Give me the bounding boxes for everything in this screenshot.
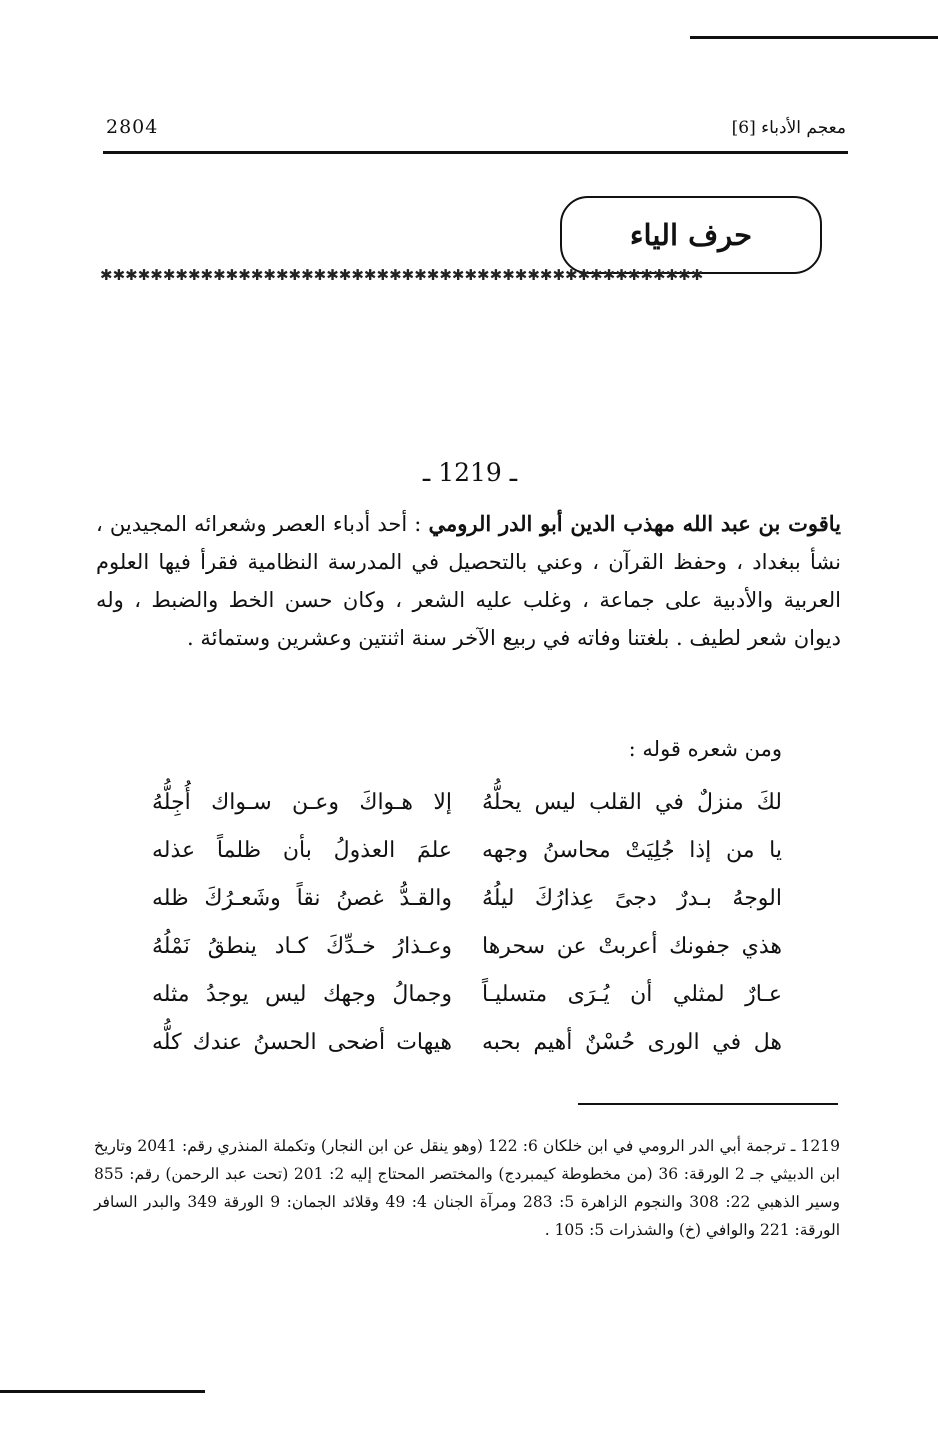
verse — [100, 934, 840, 982]
verse — [100, 1030, 840, 1078]
verse-second-hemistich: والقـدُّ غصنُ نقاً وشَعـرُكَ ظله — [152, 886, 452, 911]
verse-first-hemistich: عـارٌ لمثلي أن يُـرَى متسليـاً — [482, 982, 782, 1007]
chapter-title-frame — [560, 196, 822, 274]
entry-number: ـ 1219 ـ — [422, 458, 518, 487]
verse — [100, 838, 840, 886]
verse-first-hemistich: هل في الورى حُسْنٌ أهيم بحبه — [482, 1030, 782, 1055]
verse-second-hemistich: هيهات أضحى الحسنُ عندك كلُّه — [152, 1030, 452, 1055]
verse-first-hemistich: يا من إذا جُلِيَتْ محاسنُ وجهه — [482, 838, 782, 863]
star-ornament-divider: ✱✱✱✱✱✱✱✱✱✱✱✱✱✱✱✱✱✱✱✱✱✱✱✱✱✱✱✱✱✱✱✱✱✱✱✱✱✱✱✱✱✱✱✱✱✱✱✱ — [100, 266, 704, 284]
bottom-left-rule — [0, 1390, 205, 1393]
verse — [100, 886, 840, 934]
verse-second-hemistich: وعـذارُ خـدِّكَ كـاد ينطقُ نَمْلُهُ — [152, 934, 452, 959]
top-right-rule — [690, 36, 938, 39]
subject-name: ياقوت بن عبد الله مهذب الدين أبو الدر الرومي — [428, 511, 841, 536]
biography-paragraph — [96, 505, 841, 657]
chapter-title: حرف الياء — [629, 218, 753, 252]
verse-second-hemistich: علمَ العذولُ بأن ظلماً عذله — [152, 838, 452, 863]
verse-first-hemistich: الوجهُ بـدرٌ دجىً عِذارُكَ ليلُهُ — [482, 886, 782, 911]
verse-first-hemistich: لكَ منزلٌ في القلب ليس يحلُّهُ — [482, 790, 782, 815]
footnote: 1219 ـ ترجمة أبي الدر الرومي في ابن خلكان 6: 122 (وهو ينقل عن ابن النجار) وتكملة المنذري رقم: 2041 وتاريخ ابن الدبيثي جـ 2 الورقة: 36 (من مخطوطة كيمبردج) والمختصر المحتاج إليه 2: 201 (تحت عبد الرحمن) رقم: 855 وسير الذهبي 22: 308 والنجوم الزاهرة 5: 283 ومرآة الجنان 4: 49 وقلائد الجمان: 9 الورقة 349 والبدر السافر الورقة: 221 والوافي (خ) والشذرات 5: 105 . — [94, 1137, 840, 1239]
running-title: معجم الأدباء [6] — [731, 118, 846, 138]
footnote-separator — [578, 1103, 838, 1105]
verse-second-hemistich: إلا هـواكَ وعـن سـواك أُجِلُّهُ — [152, 790, 452, 815]
verse-first-hemistich: هذي جفونك أعربتْ عن سحرها — [482, 934, 782, 959]
poem-intro: ومن شعره قوله : — [628, 737, 782, 761]
header-rule — [103, 151, 848, 154]
page-number: 2804 — [106, 116, 159, 138]
verse — [100, 982, 840, 1030]
poem — [100, 790, 840, 1078]
biography-text: : أحد أدباء العصر وشعرائه المجيدين ، نشأ ببغداد ، وحفظ القرآن ، وعني بالتحصيل في المدرسة النظامية فقرأ فيها العلوم العربية والأدبية على جماعة ، وغلب عليه الشعر ، وكان حسن الخط والضبط ، وله ديوان شعر لطيف . بلغتنا وفاته في ربيع الآخر سنة اثنتين وعشرين وستمائة . — [96, 512, 841, 650]
verse — [100, 790, 840, 838]
verse-second-hemistich: وجمالُ وجهك ليس يوجدُ مثله — [152, 982, 452, 1007]
